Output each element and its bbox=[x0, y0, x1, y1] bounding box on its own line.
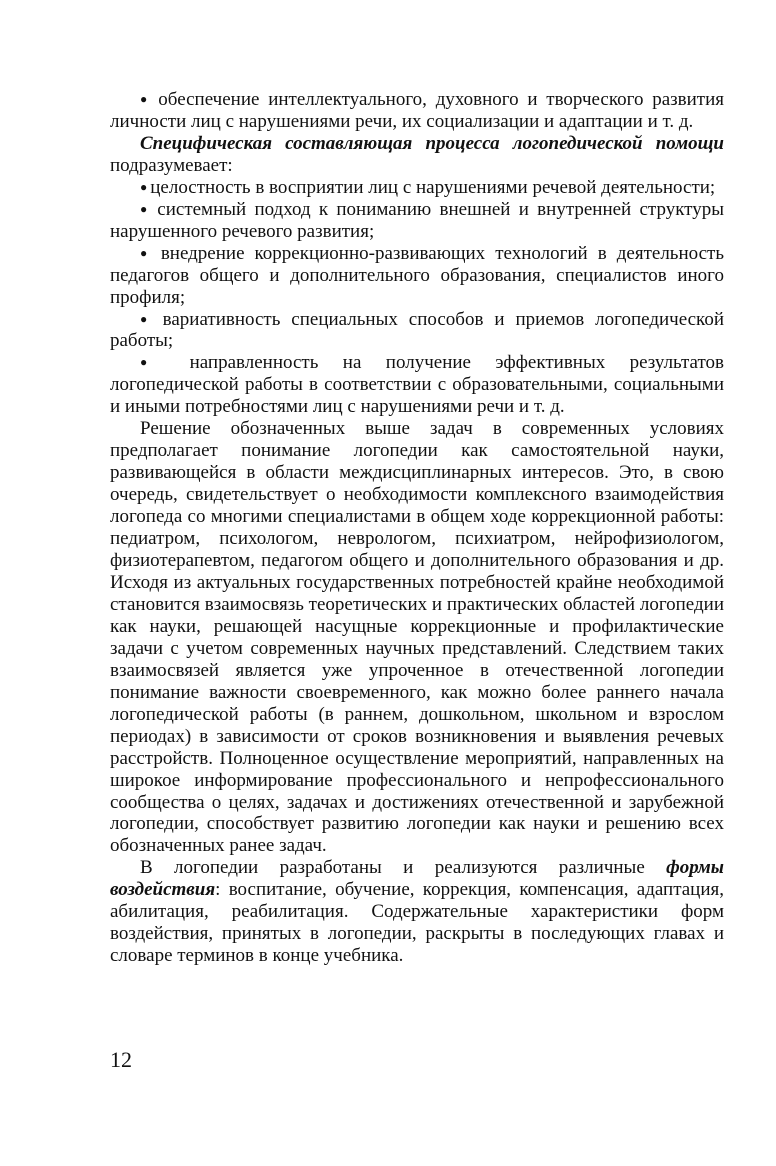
emphasis-term: формы воздействия bbox=[110, 857, 724, 901]
page-number: 12 bbox=[110, 1047, 132, 1072]
paragraph-forms: В логопедии разработаны и реализуются различные формы воздействия: воспитание, обучение, коррекция, компенсация, адаптация, абилитация, реабилитация. Содержательные характеристики форм воздействия, принятых в логопедии, раскрыты в последующих главах и словаре терминов в конце учебника. bbox=[110, 857, 724, 967]
paragraph-tasks: Решение обозначенных выше задач в современных условиях предполагает понимание логопедии как самостоятельной науки, развивающейся в области междисциплинарных интересов. Это, в свою очередь, свидетельствует о необходимости комплексного взаимодействия логопеда со многими специалистами в общем ходе коррекционной работы: педиатром, психологом, неврологом, психиатром, нейрофизиологом, физиотерапевтом, педагогом общего и дополнительного образования и др. Исходя из актуальных государственных потребностей крайне необходимой становится взаимосвязь теоретических и практических областей логопедии как науки, решающей насущные коррекционные и профилактические задачи с учетом современных научных представлений. Следствием таких взаимосвязей является уже упроченное в отечественной логопедии понимание важности своевременного, как можно более раннего начала логопедической работы (в раннем, дошкольном, школьном и взрослом периодах) в зависимости от сроков возникновения и выявления речевых расстройств. Полноценное осуществление мероприятий, направленных на широкое информирование профессионального и непрофессионального сообщества о целях, задачах и достижениях отечественной и зарубежной логопедии, способствует развитию логопедии как науки и решению всех обозначенных ранее задач. bbox=[110, 418, 724, 857]
body-text bbox=[110, 89, 724, 967]
bullet-item: ● обеспечение интеллектуального, духовного и творческого развития личности лиц с нарушениями речи, их социализации и адаптации и т. д. bbox=[110, 89, 724, 133]
bullet-item: ● вариативность специальных способов и приемов логопедической работы; bbox=[110, 309, 724, 353]
bullet-item: ● направленность на получение эффективных результатов логопедической работы в соответствии с образовательными, социальными и иными потребностями лиц с нарушениями речи и т. д. bbox=[110, 352, 724, 418]
bullet-item: ● внедрение коррекционно-развивающих технологий в деятельность педагогов общего и дополнительного образования, специалистов иного профиля; bbox=[110, 243, 724, 309]
emphasis-term: Специфическая составляющая процесса логопедической помощи bbox=[140, 132, 724, 154]
bullet-item: ● целостность в восприятии лиц с нарушениями речевой деятельности; bbox=[110, 177, 724, 199]
paragraph-specific-component: Специфическая составляющая процесса логопедической помощи подразумевает: bbox=[110, 132, 724, 176]
bullet-item: ● системный подход к пониманию внешней и внутренней структуры нарушенного речевого развития; bbox=[110, 199, 724, 243]
